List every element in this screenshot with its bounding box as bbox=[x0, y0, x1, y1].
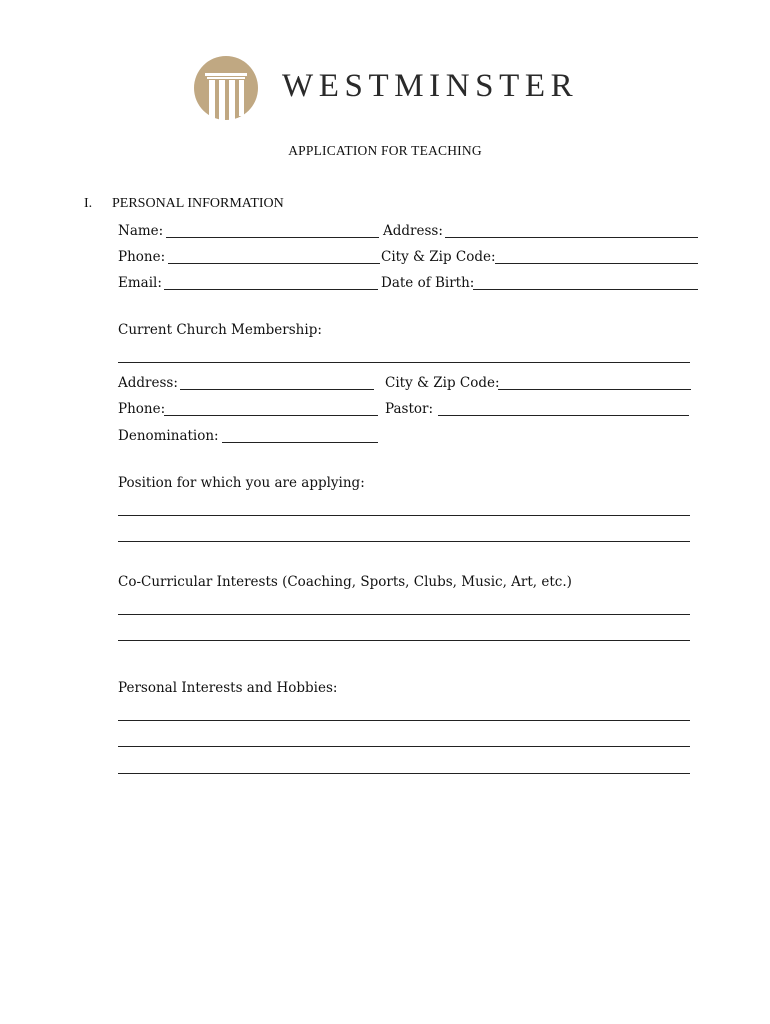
address-label: Address: bbox=[383, 223, 443, 239]
church-city-zip-line[interactable] bbox=[498, 389, 691, 390]
church-address-line[interactable] bbox=[180, 389, 374, 390]
section-title: PERSONAL INFORMATION bbox=[112, 196, 284, 211]
denomination-field[interactable] bbox=[118, 428, 380, 448]
church-membership-line[interactable] bbox=[118, 362, 690, 363]
cocurricular-line-1[interactable] bbox=[118, 614, 690, 615]
name-line[interactable] bbox=[166, 237, 379, 238]
pastor-line[interactable] bbox=[438, 415, 689, 416]
hobbies-line-3[interactable] bbox=[118, 773, 690, 774]
brand-name: WESTMINSTER bbox=[282, 68, 579, 104]
denomination-label: Denomination: bbox=[118, 428, 219, 444]
church-city-zip-label: City & Zip Code: bbox=[385, 375, 500, 391]
denomination-line[interactable] bbox=[222, 442, 378, 443]
phone-line[interactable] bbox=[168, 263, 380, 264]
pastor-field[interactable] bbox=[385, 401, 690, 421]
church-address-field[interactable] bbox=[118, 375, 376, 395]
name-label: Name: bbox=[118, 223, 164, 239]
phone-city-row bbox=[118, 249, 698, 269]
hobbies-label: Personal Interests and Hobbies: bbox=[118, 680, 338, 696]
email-label: Email: bbox=[118, 275, 162, 291]
dob-field[interactable] bbox=[381, 275, 698, 295]
city-zip-label: City & Zip Code: bbox=[381, 249, 496, 265]
position-line-1[interactable] bbox=[118, 515, 690, 516]
pastor-label: Pastor: bbox=[385, 401, 434, 417]
church-phone-line[interactable] bbox=[164, 415, 378, 416]
church-phone-label: Phone: bbox=[118, 401, 166, 417]
westminster-logo bbox=[194, 56, 584, 122]
document-title: APPLICATION FOR TEACHING bbox=[288, 143, 482, 158]
dob-label: Date of Birth: bbox=[381, 275, 475, 291]
email-dob-row bbox=[118, 275, 698, 295]
dob-line[interactable] bbox=[473, 289, 698, 290]
phone-label: Phone: bbox=[118, 249, 166, 265]
church-membership-label: Current Church Membership: bbox=[118, 322, 322, 338]
hobbies-line-1[interactable] bbox=[118, 720, 690, 721]
cocurricular-line-2[interactable] bbox=[118, 640, 690, 641]
section-number: I. bbox=[84, 196, 93, 211]
church-phone-field[interactable] bbox=[118, 401, 380, 421]
church-address-label: Address: bbox=[118, 375, 178, 391]
denomination-row bbox=[118, 428, 698, 448]
address-line[interactable] bbox=[445, 237, 698, 238]
church-city-zip-field[interactable] bbox=[385, 375, 691, 395]
email-line[interactable] bbox=[164, 289, 378, 290]
position-label: Position for which you are applying: bbox=[118, 475, 365, 491]
cocurricular-label: Co-Curricular Interests (Coaching, Sports, Clubs, Music, Art, etc.) bbox=[118, 574, 572, 590]
address-field[interactable] bbox=[383, 223, 698, 243]
city-zip-field[interactable] bbox=[381, 249, 698, 269]
phone-field[interactable] bbox=[118, 249, 380, 269]
email-field[interactable] bbox=[118, 275, 378, 295]
church-phone-row bbox=[118, 401, 698, 421]
hobbies-line-2[interactable] bbox=[118, 746, 690, 747]
church-address-row bbox=[118, 375, 698, 395]
position-line-2[interactable] bbox=[118, 541, 690, 542]
column-seal-icon bbox=[194, 56, 258, 120]
name-address-row bbox=[118, 223, 698, 243]
name-field[interactable] bbox=[118, 223, 380, 243]
city-zip-line[interactable] bbox=[495, 263, 698, 264]
